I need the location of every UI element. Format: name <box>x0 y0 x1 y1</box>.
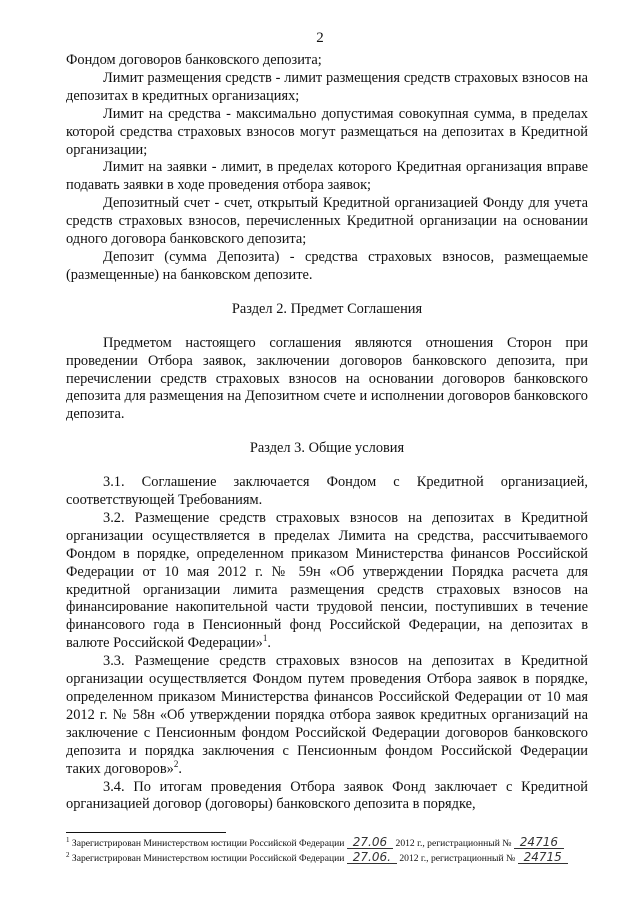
document-body <box>66 52 588 814</box>
definition-item: Депозитный счет - счет, открытый Кредитной организацией Фонду для учета средств страховых взносов, перечисленных Кредитной организации на основании одного договора банковского депозита; <box>66 195 588 248</box>
definition-tail: Фондом договоров банковского депозита; <box>66 52 322 68</box>
footnote-text: Зарегистрирован Министерством юстиции Российской Федерации <box>71 853 345 864</box>
clause-text: 3.2. Размещение средств страховых взносов на депозитах в Кредитной организации осуществляется в пределах Лимита на средства, рассчитываемого Фондом в порядке, определенном приказом Министерства финансов Российской Федерации от 10 мая 2012 г. № 59н «Об утверждении Порядка расчета для кредитной организации лимита размещения средств страховых взносов на финансирование накопительной части трудовой пенсии, поступивших в течение финансового года в Пенсионный фонд Российской Федерации, на депозитах в валюте Российской Федерации» <box>66 509 588 652</box>
clause-end: . <box>178 760 182 777</box>
handwritten-reg-number: 24716 <box>514 836 564 849</box>
section-heading: Раздел 3. Общие условия <box>249 440 405 457</box>
clause-end: . <box>267 635 271 652</box>
handwritten-reg-number: 24715 <box>518 851 568 864</box>
section-heading: Раздел 2. Предмет Соглашения <box>231 300 423 317</box>
footnote-mark: 1 <box>66 835 70 844</box>
clause-3-4: 3.4. По итогам проведения Отбора заявок Фонд заключает с Кредитной организацией договор (договоры) банковского депозита в порядке, <box>66 778 588 813</box>
footnote <box>66 836 626 851</box>
definition-item: Депозит (сумма Депозита) - средства страховых взносов, размещаемые (размещенные) на банковском депозите. <box>66 248 588 283</box>
clause-3-1: 3.1. Соглашение заключается Фондом с Кредитной организацией, соответствующей Требованиям. <box>66 474 588 509</box>
footnote-ref: 2 <box>173 758 179 769</box>
handwritten-date: 27.06. <box>347 851 397 864</box>
footnote-year: 2012 г., регистрационный № <box>395 838 512 849</box>
footnote-mark: 2 <box>66 850 70 859</box>
definition-item: Лимит размещения средств - лимит размещения средств страховых взносов на депозитах в кредитных организациях; <box>66 69 588 104</box>
footnote-year: 2012 г., регистрационный № <box>399 853 516 864</box>
handwritten-date: 27.06 <box>347 836 393 849</box>
definition-item: Лимит на заявки - лимит, в пределах которого Кредитная организация вправе подавать заявки в ходе проведения отбора заявок; <box>66 159 588 194</box>
clause-text: 3.3. Размещение средств страховых взносов на депозитах в Кредитной организации осуществляется Фондом путем проведения Отбора заявок в порядке, определенном приказом Министерства финансов Российской Федерации от 10 мая 2012 г. № 58н «Об утверждении порядка отбора заявок кредитных организаций на заключение с Пенсионным фондом Российской Федерации договоров банковского депозита и порядка заключения с Пенсионным фондом Российской Федерации таких договоров» <box>66 653 588 777</box>
footnote-text: Зарегистрирован Министерством юстиции Российской Федерации <box>71 838 345 849</box>
page-number: 2 <box>316 30 324 46</box>
section-paragraph: Предметом настоящего соглашения являются отношения Сторон при проведении Отбора заявок, заключении договоров банковского депозита, при перечислении средств страховых взносов на основании договоров банковского депозита для размещения на Депозитном счете и исполнении договоров банковского депозита. <box>66 334 588 423</box>
definition-item: Лимит на средства - максимально допустимая совокупная сумма, в пределах которой средства страховых взносов могут размещаться на депозитах в Кредитной организации; <box>66 105 588 158</box>
footnote-divider <box>66 832 226 833</box>
footnote-ref: 1 <box>262 633 268 644</box>
footnotes <box>66 836 626 866</box>
clause-3-2 <box>66 510 588 653</box>
footnote <box>66 851 626 866</box>
clause-3-3 <box>66 653 588 778</box>
